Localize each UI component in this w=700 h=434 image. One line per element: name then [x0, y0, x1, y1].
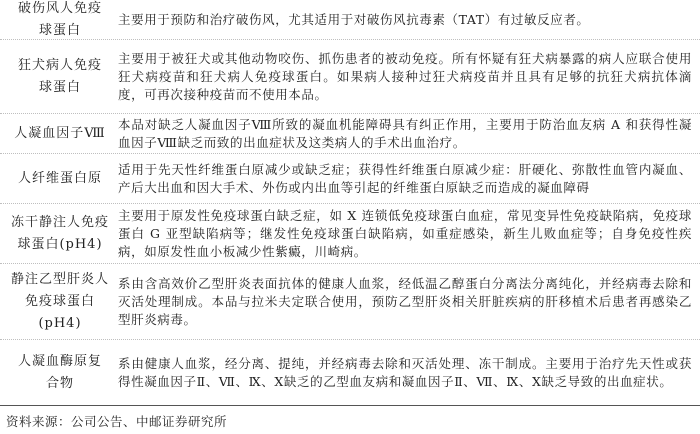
product-description [118, 340, 692, 405]
table-row [0, 340, 700, 406]
product-name [6, 0, 114, 39]
product-name [6, 154, 114, 203]
product-name [6, 340, 114, 405]
product-description-text: 系由含高效价乙型肝炎表面抗体的健康人血浆，经低温乙醇蛋白分离法分离纯化，并经病毒去除和灭活处理制成。本品与拉米夫定联合使用，预防乙型肝炎相关肝脏疾病的肝移植术后患者再感染乙型肝炎病毒。 [118, 275, 692, 327]
source-note: 资料来源：公司公告、中邮证券研究所 [6, 414, 228, 429]
product-description [118, 264, 692, 339]
product-name-text: 人纤维蛋白原 [17, 170, 102, 186]
product-name-text: 静注乙型肝炎人免疫球蛋白(pH4) [10, 271, 109, 331]
product-description-text: 主要用于被狂犬或其他动物咬伤、抓伤患者的被动免疫。所有怀疑有狂犬病暴露的病人应联合使用狂犬病疫苗和狂犬病人免疫球蛋白。如果病人接种过狂犬病疫苗并且具有足够的抗狂犬病抗体滴度，可再次接种疫苗而不使用本品。 [118, 50, 692, 102]
table-row [0, 114, 700, 154]
product-description-text: 主要用于原发性免疫球蛋白缺乏症，如 X 连锁低免疫球蛋白血症，常见变异性免疫缺陷病，免疫球蛋白 G 亚型缺陷病等；继发性免疫球蛋白缺陷病，如重症感染，新生儿败血症等；自身免疫性疾病，如原发性血小板减少性紫癜，川崎病。 [118, 207, 692, 259]
product-description [118, 40, 692, 113]
product-name-text: 冻干静注人免疫球蛋白(pH4) [10, 214, 109, 252]
product-name-text: 狂犬病人免疫球蛋白 [17, 57, 102, 95]
product-name [6, 264, 114, 339]
product-description-text: 本品对缺乏人凝血因子Ⅷ所致的凝血机能障碍具有纠正作用，主要用于防治血友病 A 和获得性凝血因子Ⅷ缺乏而致的出血症状及这类病人的手术出血治疗。 [118, 116, 692, 150]
table-row [0, 154, 700, 204]
table-row [0, 204, 700, 264]
product-description [118, 154, 692, 203]
product-name-text: 人凝血因子Ⅷ [14, 125, 106, 141]
table-row [0, 0, 700, 40]
table-row [0, 264, 700, 340]
product-description [118, 204, 692, 263]
product-name [6, 114, 114, 153]
product-name [6, 40, 114, 113]
product-name [6, 204, 114, 263]
product-description [118, 114, 692, 153]
product-description [118, 0, 692, 39]
product-name-text: 人凝血酶原复合物 [17, 353, 102, 391]
table-row [0, 40, 700, 114]
product-description-text: 系由健康人血浆，经分离、提纯，并经病毒去除和灭活处理、冻干制成。主要用于治疗先天性或获得性凝血因子Ⅱ、Ⅶ、Ⅸ、Ⅹ缺乏的乙型血友病和凝血因子Ⅱ、Ⅶ、Ⅸ、Ⅹ缺乏导致的出血症状。 [118, 355, 692, 389]
product-description-text: 主要用于预防和治疗破伤风，尤其适用于对破伤风抗毒素（TAT）有过敏反应者。 [118, 11, 590, 27]
product-name-text: 破伤风人免疫球蛋白 [17, 0, 102, 38]
product-description-text: 适用于先天性纤维蛋白原减少或缺乏症；获得性纤维蛋白原减少症：肝硬化、弥散性血管内凝血、产后大出血和因大手术、外伤或内出血等引起的纤维蛋白原缺乏而造成的凝血障碍 [118, 161, 692, 195]
